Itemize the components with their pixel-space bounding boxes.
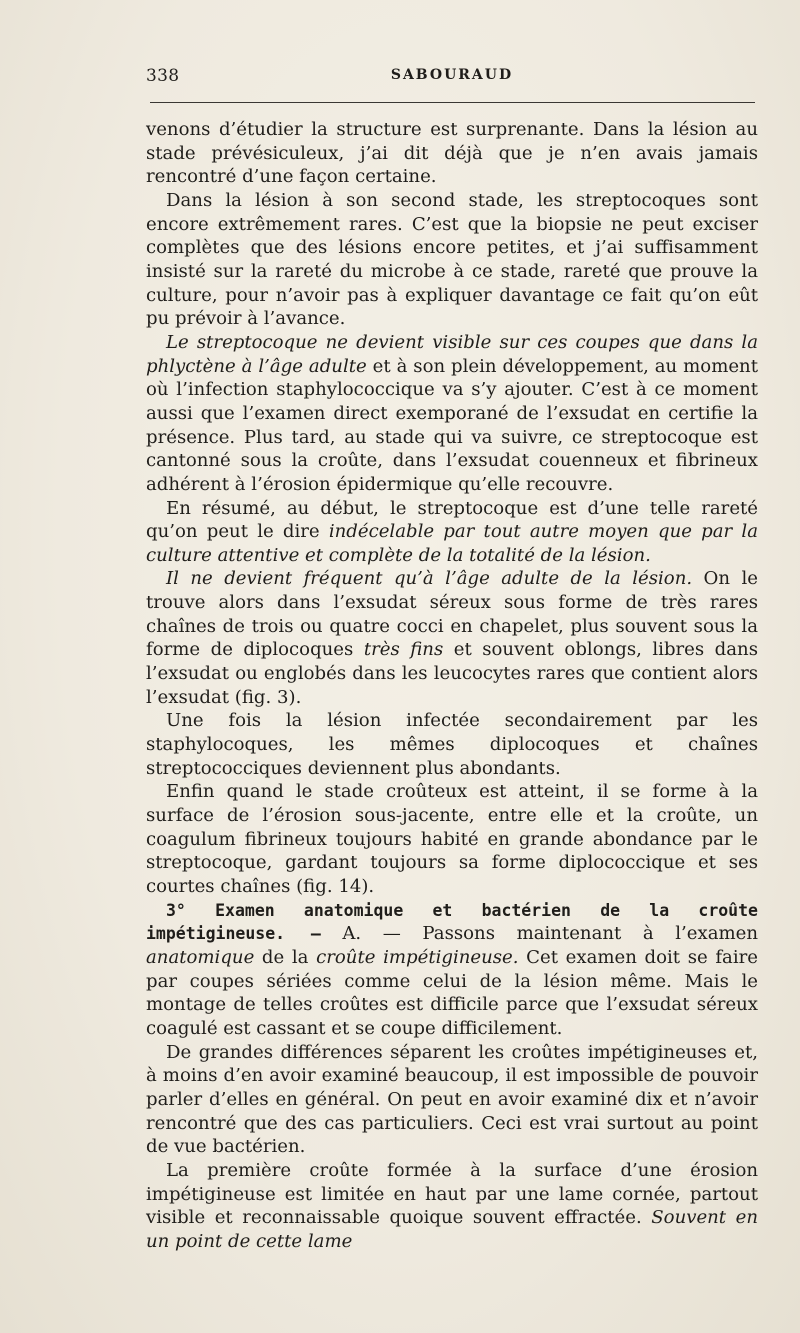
italic-text: indécelable par tout autre moyen que par la culture attentive et complète de la totalité de la lésion. — [146, 521, 758, 566]
italic-text: très fins — [363, 639, 444, 661]
italic-text: Le streptocoque ne devient visible sur ces coupes que dans la phlyctène à l’âge adulte — [146, 331, 758, 377]
text-run: Enfin quand le stade croûteux est atteint, il se forme à la surface de l’érosion sous-jacente, entre elle et la croûte, un coagulum fibrineux toujours habité en grande abondance par le streptocoque, gardant toujours sa forme diplococcique et ses courtes chaînes (fig. 14). — [146, 781, 758, 897]
paragraph-6 — [146, 709, 758, 780]
text-run: La première croûte formée à la surface d’une érosion impétigineuse est limitée en haut par une lame cornée, partout visible et reconnaissable quoique souvent effractée. — [146, 1159, 758, 1229]
running-head: SABOURAUD — [390, 67, 514, 83]
paragraph-5 — [146, 567, 758, 709]
text-run: A. — Passons maintenant à l’examen — [320, 923, 758, 945]
text-run: de la — [254, 946, 317, 968]
text-run: venons d’étudier la structure est surprenante. Dans la lésion au stade prévésiculeux, j’ai dit déjà que je n’en avais jamais rencontré d’une façon certaine. — [146, 119, 758, 188]
text-run: Une fois la lésion infectée secondairement par les staphylocoques, les mêmes diplocoques et chaînes streptococciques deviennent plus abondants. — [146, 710, 758, 779]
text-run: Cet examen doit se faire par coupes sériées comme celui de la lésion même. Mais le montage de telles croûtes est difficile parce que l’exsudat séreux coagulé est cassant et se coupe difficilement. — [146, 946, 758, 1039]
italic-text: croûte impétigineuse. — [316, 946, 519, 968]
text-run: De grandes différences séparent les croûtes impétigineuses et, à moins d’en avoir examiné beaucoup, il est impossible de pouvoir parler d’elles en général. On peut en avoir examiné dix et n’avoir rencontré que des cas particuliers. Ceci est vrai surtout au point de vue bactérien. — [146, 1041, 758, 1158]
paragraph-1 — [146, 118, 758, 189]
page-header — [146, 66, 758, 90]
italic-text: Il ne devient fréquent qu’à l’âge adulte de la lésion. — [166, 568, 693, 590]
italic-text: Souvent en un point de cette lame — [146, 1207, 758, 1252]
body-text — [146, 118, 758, 1254]
paragraph-9 — [146, 1041, 758, 1159]
paragraph-7 — [146, 780, 758, 898]
paragraph-4 — [146, 497, 758, 568]
text-run: et souvent oblongs, libres dans l’exsudat ou englobés dans les leucocytes rares que contient alors l’exsudat (fig. 3). — [146, 639, 758, 708]
text-run: et à son plein développement, au moment où l’infection staphylococcique va s’y ajouter. C’est à ce moment aussi que l’examen direct exemporané de l’exsudat en certifie la présence. Plus tard, au stade qui va suivre, ce streptocoque est cantonné sous la croûte, dans l’exsudat couenneux et fibrineux adhérent à l’érosion épidermique qu’elle recouvre. — [146, 355, 758, 495]
text-run: On le trouve alors dans l’exsudat séreux sous forme de très rares chaînes de trois ou quatre cocci en chapelet, plus souvent sous la forme de diplocoques — [146, 568, 758, 661]
paragraph-10 — [146, 1159, 758, 1254]
paragraph-8 — [146, 899, 758, 1041]
header-rule — [150, 102, 755, 103]
text-run: Dans la lésion à son second stade, les streptocoques sont encore extrêmement rares. C’est que la biopsie ne peut exciser complètes que des lésions encore petites, et j’ai suffisamment insisté sur la rareté du microbe à ce stade, rareté que prouve la culture, pour n’avoir pas à expliquer davantage ce fait qu’on eût pu prévoir à l’avance. — [146, 189, 758, 330]
italic-text: anatomique — [146, 946, 255, 968]
paragraph-2 — [146, 189, 758, 331]
paragraph-3 — [146, 331, 758, 497]
text-run: En résumé, au début, le streptocoque est d’une telle rareté qu’on peut le dire — [146, 497, 758, 543]
page-number: 338 — [146, 66, 180, 86]
section-heading: 3° Examen anatomique et bactérien de la croûte impétigineuse. — — [146, 900, 758, 944]
